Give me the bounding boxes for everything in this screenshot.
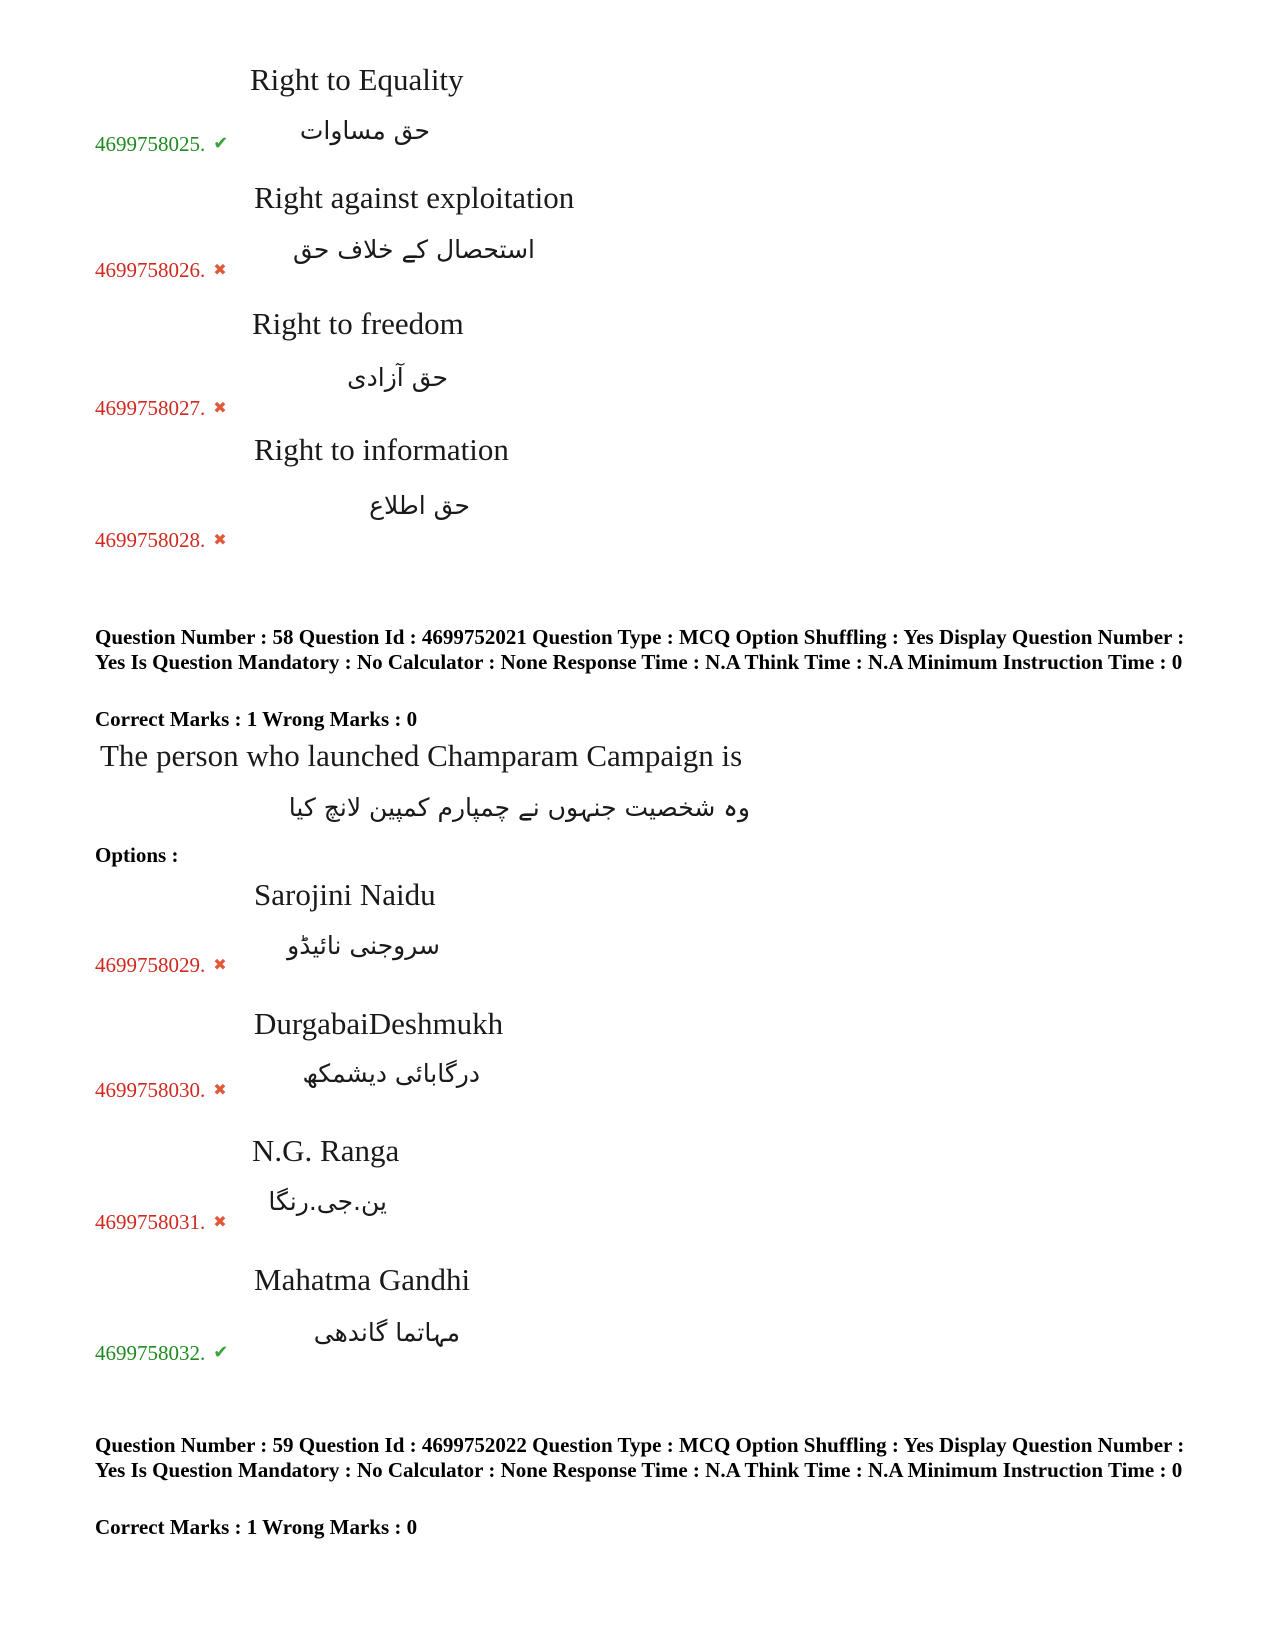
option-id-text: 4699758027.	[95, 396, 206, 420]
option-id	[95, 395, 227, 421]
question-meta: Question Number : 59 Question Id : 4699752022 Question Type : MCQ Option Shuffling : Yes Display Question Number : Yes Is Question Mandatory : No Calculator : None Response Time : N.A Think Time : N.A Minimum Instruction Time : 0	[95, 1433, 1185, 1482]
check-icon: ✔	[213, 1342, 229, 1363]
option-urdu-text: ین.جی.رنگا	[268, 1187, 387, 1216]
option-english-text: Right to information	[254, 432, 509, 467]
option-id-text: 4699758030.	[95, 1078, 206, 1102]
option-urdu-text: درگابائی دیشمکھ	[302, 1059, 480, 1088]
cross-icon: ✖	[213, 260, 227, 279]
question-marks: Correct Marks : 1 Wrong Marks : 0	[95, 1515, 418, 1539]
option-id	[95, 257, 227, 283]
option-id	[95, 131, 228, 157]
option-english-text: N.G. Ranga	[252, 1133, 400, 1168]
option-id	[95, 1077, 227, 1103]
option-english-text: Sarojini Naidu	[254, 877, 436, 912]
cross-icon: ✖	[213, 1080, 227, 1099]
option-id-text: 4699758031.	[95, 1210, 206, 1234]
option-english-text: DurgabaiDeshmukh	[254, 1006, 504, 1041]
option-id	[95, 1340, 228, 1366]
options-label: Options :	[95, 843, 179, 867]
option-urdu-text: استحصال کے خلاف حق	[292, 235, 535, 264]
question-meta: Question Number : 58 Question Id : 4699752021 Question Type : MCQ Option Shuffling : Yes Display Question Number : Yes Is Question Mandatory : No Calculator : None Response Time : N.A Think Time : N.A Minimum Instruction Time : 0	[95, 625, 1185, 674]
check-icon: ✔	[213, 133, 229, 154]
option-id	[95, 527, 227, 553]
option-urdu-text: حق آزادی	[347, 363, 448, 392]
cross-icon: ✖	[213, 1212, 227, 1231]
question-marks: Correct Marks : 1 Wrong Marks : 0	[95, 707, 418, 731]
cross-icon: ✖	[213, 955, 227, 974]
option-english-text: Right against exploitation	[254, 180, 575, 215]
option-urdu-text: مہاتما گاندھی	[313, 1318, 460, 1347]
option-urdu-text: سروجنی نائیڈو	[287, 931, 440, 960]
option-id-text: 4699758028.	[95, 528, 206, 552]
option-english-text: Mahatma Gandhi	[254, 1262, 471, 1297]
question-urdu-text: وہ شخصیت جنہوں نے چمپارم کمپین لانچ کیا	[288, 793, 750, 822]
cross-icon: ✖	[213, 530, 227, 549]
option-urdu-text: حق مساوات	[299, 116, 430, 145]
option-id-text: 4699758025.	[95, 132, 206, 156]
question-english-text: The person who launched Champaram Campaign is	[100, 738, 743, 773]
option-id	[95, 952, 227, 978]
option-id-text: 4699758026.	[95, 258, 206, 282]
option-id	[95, 1209, 227, 1235]
option-english-text: Right to Equality	[250, 62, 464, 97]
option-id-text: 4699758032.	[95, 1341, 206, 1365]
cross-icon: ✖	[213, 398, 227, 417]
option-english-text: Right to freedom	[252, 306, 464, 341]
option-id-text: 4699758029.	[95, 953, 206, 977]
option-urdu-text: حق اطلاع	[369, 491, 470, 520]
